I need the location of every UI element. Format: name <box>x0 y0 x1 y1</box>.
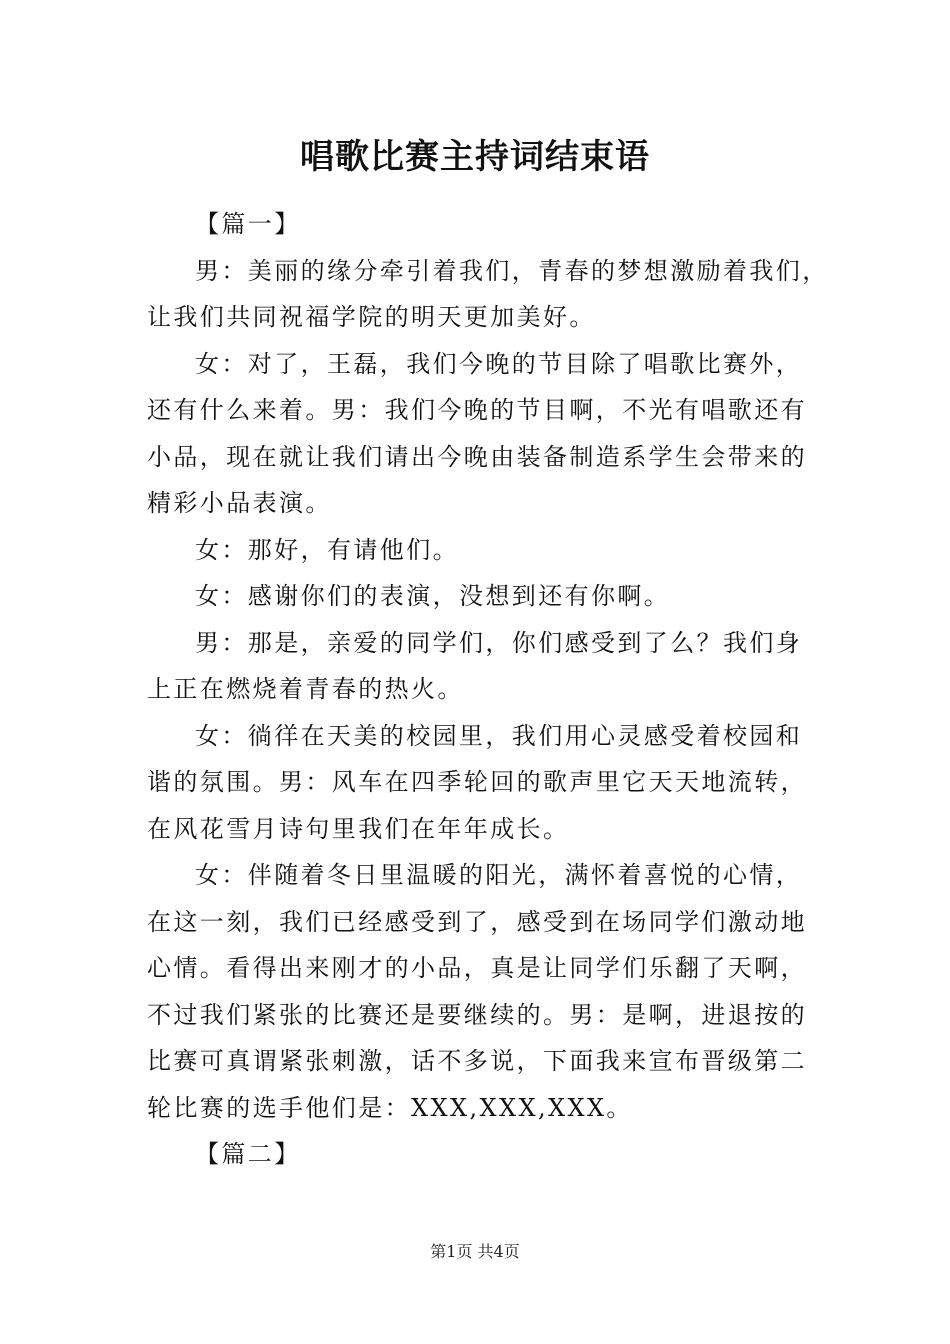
paragraph-line: 还有什么来着。男：我们今晚的节目啊，不光有唱歌还有 <box>147 396 807 424</box>
paragraph-line: 女：徜徉在天美的校园里，我们用心灵感受着校园和 <box>195 721 803 750</box>
document-body <box>147 201 829 1178</box>
paragraph-line: 在风花雪月诗句里我们在年年成长。 <box>147 814 570 843</box>
page-title: 唱歌比赛主持词结束语 <box>300 137 650 177</box>
paragraph-line: 谐的氛围。男：风车在四季轮回的歌声里它天天地流转， <box>147 768 807 796</box>
paragraph-line: 比赛可真谓紧张刺激，话不多说，下面我来宣布晋级第二 <box>147 1047 807 1075</box>
paragraph-line: 女：那好，有请他们。 <box>195 535 459 564</box>
section-heading: 【篇二】 <box>195 1140 301 1168</box>
paragraph-line: 让我们共同祝福学院的明天更加美好。 <box>147 303 596 331</box>
paragraph-line: 女：对了，王磊，我们今晚的节目除了唱歌比赛外， <box>195 349 803 378</box>
page-indicator: 第1页 共4页 <box>430 1242 520 1261</box>
paragraph-line: 心情。看得出来刚才的小品，真是让同学们乐翻了天啊， <box>147 954 807 982</box>
paragraph-line: 上正在燃烧着青春的热火。 <box>147 675 464 703</box>
paragraph-line: 轮比赛的选手他们是：XXX,XXX,XXX。 <box>147 1093 633 1122</box>
paragraph-line: 女：感谢你们的表演，没想到还有你啊。 <box>195 582 671 610</box>
section-heading: 【篇一】 <box>195 210 301 238</box>
paragraph-line: 小品，现在就让我们请出今晚由装备制造系学生会带来的 <box>147 442 807 471</box>
paragraph-line: 不过我们紧张的比赛还是要继续的。男：是啊，进退按的 <box>147 1000 807 1029</box>
paragraph-line: 精彩小品表演。 <box>147 489 332 517</box>
paragraph-line: 女：伴随着冬日里温暖的阳光，满怀着喜悦的心情， <box>195 861 803 889</box>
paragraph-line: 男：美丽的缘分牵引着我们，青春的梦想激励着我们， <box>195 256 829 285</box>
paragraph-line: 男：那是，亲爱的同学们，你们感受到了么？我们身 <box>195 628 803 657</box>
paragraph-line: 在这一刻，我们已经感受到了，感受到在场同学们激动地 <box>147 907 807 936</box>
